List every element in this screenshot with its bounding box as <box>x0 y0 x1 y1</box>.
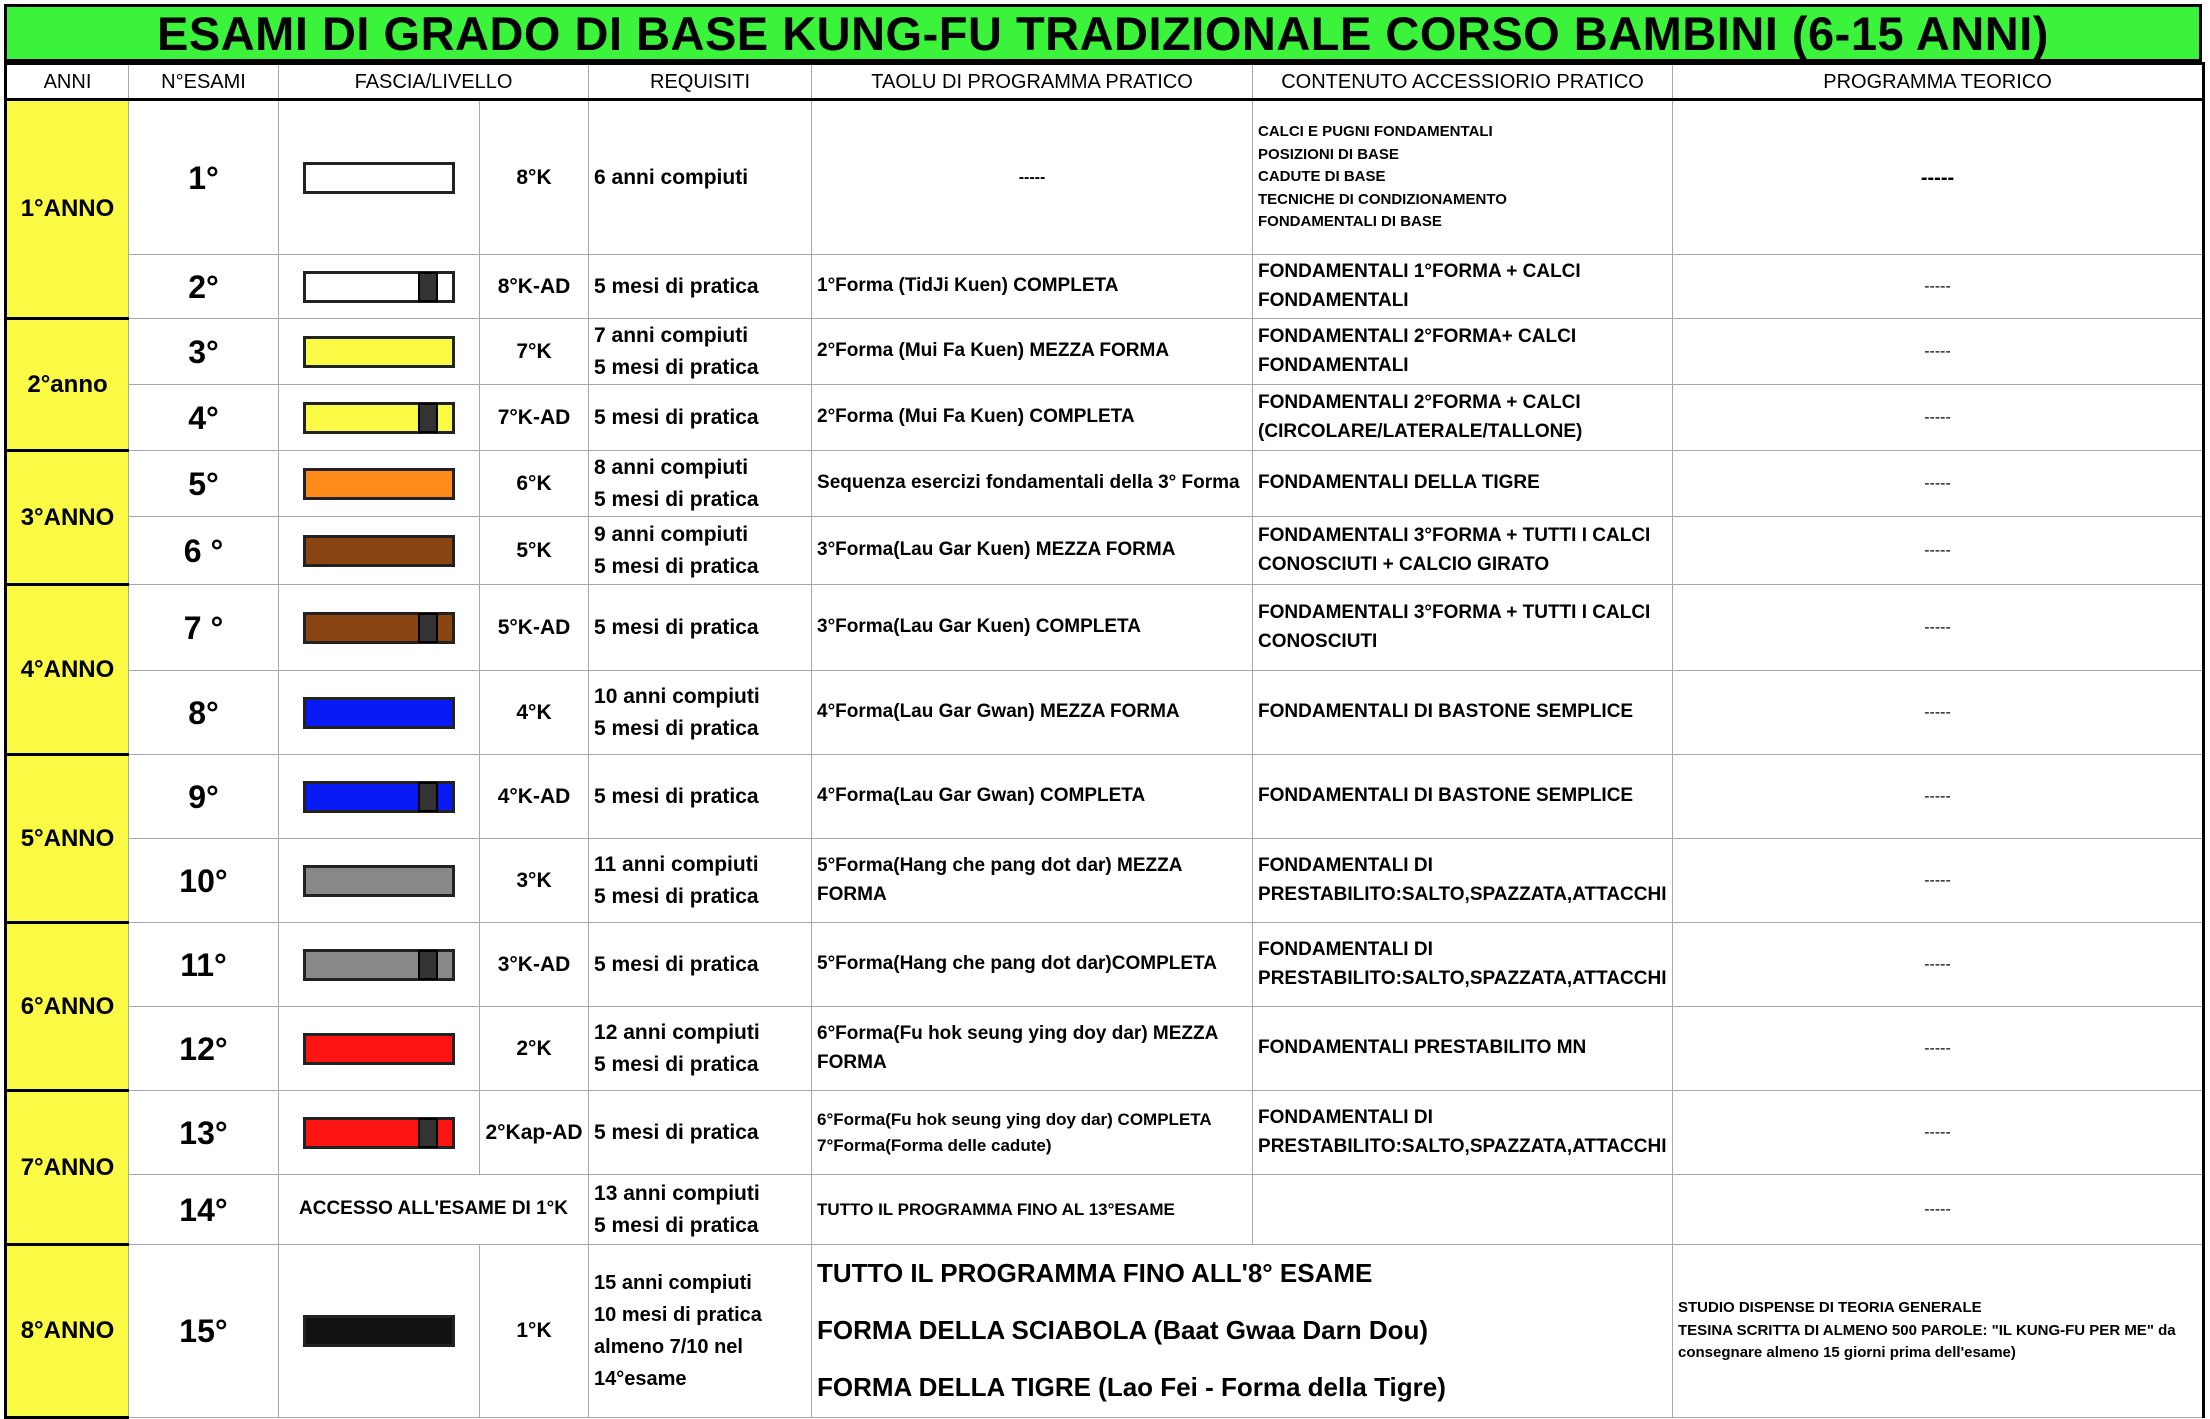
theory-program: ----- <box>1673 839 2204 923</box>
belt-tip-marker <box>418 1118 438 1148</box>
header-teorico: PROGRAMMA TEORICO <box>1673 64 2204 100</box>
taolu-program: 2°Forma (Mui Fa Kuen) COMPLETA <box>812 385 1253 451</box>
requirements: 5 mesi di pratica <box>589 1091 812 1175</box>
belt-level: 2°Kap-AD <box>480 1091 589 1175</box>
table-row <box>6 671 2204 755</box>
belt-swatch <box>303 949 455 981</box>
taolu-program: 4°Forma(Lau Gar Gwan) COMPLETA <box>812 755 1253 839</box>
accessory-content: FONDAMENTALI DI BASTONE SEMPLICE <box>1253 671 1673 755</box>
theory-program: STUDIO DISPENSE DI TEORIA GENERALE TESINA SCRITTA DI ALMENO 500 PAROLE: "IL KUNG-FU PER ME" da consegnare almeno 15 giorni prima dell'esame) <box>1673 1245 2204 1418</box>
table-row <box>6 755 2204 839</box>
accessory-content: CALCI E PUGNI FONDAMENTALI POSIZIONI DI BASE CADUTE DI BASE TECNICHE DI CONDIZIONAMENTO FONDAMENTALI DI BASE <box>1253 100 1673 255</box>
belt-cell <box>279 585 480 671</box>
requirements: 7 anni compiuti 5 mesi di pratica <box>589 319 812 385</box>
accessory-content: FONDAMENTALI PRESTABILITO MN <box>1253 1007 1673 1091</box>
header-contenuto: CONTENUTO ACCESSIORIO PRATICO <box>1253 64 1673 100</box>
year-cell: 2°anno <box>6 319 129 451</box>
requirements: 5 mesi di pratica <box>589 255 812 319</box>
requirements: 9 anni compiuti 5 mesi di pratica <box>589 517 812 585</box>
accessory-content: FONDAMENTALI 3°FORMA + TUTTI I CALCI CONOSCIUTI <box>1253 585 1673 671</box>
requirements: 15 anni compiuti 10 mesi di pratica almeno 7/10 nel 14°esame <box>589 1245 812 1418</box>
belt-cell <box>279 923 480 1007</box>
table-row <box>6 1007 2204 1091</box>
requirements: 11 anni compiuti 5 mesi di pratica <box>589 839 812 923</box>
requirements: 6 anni compiuti <box>589 100 812 255</box>
theory-program: ----- <box>1673 255 2204 319</box>
requirements: 5 mesi di pratica <box>589 755 812 839</box>
header-requisiti: REQUISITI <box>589 64 812 100</box>
exam-number: 5° <box>129 451 279 517</box>
belt-swatch <box>303 1315 455 1347</box>
belt-swatch <box>303 271 455 303</box>
theory-program: ----- <box>1673 385 2204 451</box>
belt-level: 6°K <box>480 451 589 517</box>
exam-number: 8° <box>129 671 279 755</box>
taolu-program: 5°Forma(Hang che pang dot dar) MEZZA FORMA <box>812 839 1253 923</box>
belt-level: 2°K <box>480 1007 589 1091</box>
taolu-program: 1°Forma (TidJi Kuen) COMPLETA <box>812 255 1253 319</box>
belt-level: 8°K <box>480 100 589 255</box>
theory-program: ----- <box>1673 671 2204 755</box>
belt-cell <box>279 319 480 385</box>
belt-swatch <box>303 402 455 434</box>
taolu-program: 3°Forma(Lau Gar Kuen) MEZZA FORMA <box>812 517 1253 585</box>
exam-number: 13° <box>129 1091 279 1175</box>
accessory-content: FONDAMENTALI 3°FORMA + TUTTI I CALCI CONOSCIUTI + CALCIO GIRATO <box>1253 517 1673 585</box>
taolu-program: 2°Forma (Mui Fa Kuen) MEZZA FORMA <box>812 319 1253 385</box>
table-row <box>6 839 2204 923</box>
table-row <box>6 100 2204 255</box>
exam-number: 11° <box>129 923 279 1007</box>
belt-swatch <box>303 336 455 368</box>
exam-number: 4° <box>129 385 279 451</box>
requirements: 5 mesi di pratica <box>589 385 812 451</box>
accessory-content: FONDAMENTALI DI PRESTABILITO:SALTO,SPAZZATA,ATTACCHI <box>1253 839 1673 923</box>
year-cell: 1°ANNO <box>6 100 129 319</box>
table-row <box>6 385 2204 451</box>
requirements: 5 mesi di pratica <box>589 923 812 1007</box>
taolu-program: 6°Forma(Fu hok seung ying doy dar) MEZZA FORMA <box>812 1007 1253 1091</box>
requirements: 12 anni compiuti 5 mesi di pratica <box>589 1007 812 1091</box>
belt-swatch <box>303 1033 455 1065</box>
exam-number: 9° <box>129 755 279 839</box>
header-anni: ANNI <box>6 64 129 100</box>
exam-number: 3° <box>129 319 279 385</box>
belt-cell <box>279 1245 480 1418</box>
exam-table <box>4 62 2205 1419</box>
belt-cell <box>279 1007 480 1091</box>
theory-program: ----- <box>1673 1007 2204 1091</box>
theory-program: ----- <box>1673 585 2204 671</box>
belt-level: 4°K-AD <box>480 755 589 839</box>
belt-cell <box>279 255 480 319</box>
belt-tip-marker <box>418 272 438 302</box>
theory-program: ----- <box>1673 517 2204 585</box>
requirements: 13 anni compiuti 5 mesi di pratica <box>589 1175 812 1245</box>
belt-tip-marker <box>418 950 438 980</box>
year-cell: 8°ANNO <box>6 1245 129 1418</box>
belt-tip-marker <box>418 782 438 812</box>
belt-swatch <box>303 865 455 897</box>
exam-number: 12° <box>129 1007 279 1091</box>
accessory-content: FONDAMENTALI DELLA TIGRE <box>1253 451 1673 517</box>
belt-swatch <box>303 535 455 567</box>
accessory-content: FONDAMENTALI DI PRESTABILITO:SALTO,SPAZZATA,ATTACCHI <box>1253 1091 1673 1175</box>
taolu-program: 3°Forma(Lau Gar Kuen) COMPLETA <box>812 585 1253 671</box>
belt-cell <box>279 671 480 755</box>
year-cell: 5°ANNO <box>6 755 129 923</box>
belt-swatch <box>303 612 455 644</box>
belt-level: 7°K-AD <box>480 385 589 451</box>
taolu-program: 4°Forma(Lau Gar Gwan) MEZZA FORMA <box>812 671 1253 755</box>
accessory-content: FONDAMENTALI 2°FORMA+ CALCI FONDAMENTALI <box>1253 319 1673 385</box>
theory-program: ----- <box>1673 923 2204 1007</box>
belt-cell <box>279 385 480 451</box>
year-cell: 4°ANNO <box>6 585 129 755</box>
belt-swatch <box>303 781 455 813</box>
belt-swatch <box>303 162 455 194</box>
accessory-content: FONDAMENTALI DI PRESTABILITO:SALTO,SPAZZATA,ATTACCHI <box>1253 923 1673 1007</box>
theory-program: ----- <box>1673 451 2204 517</box>
exam-number: 10° <box>129 839 279 923</box>
table-row <box>6 319 2204 385</box>
belt-level: 3°K-AD <box>480 923 589 1007</box>
exam-number: 15° <box>129 1245 279 1418</box>
exam-number: 6 ° <box>129 517 279 585</box>
belt-cell <box>279 755 480 839</box>
header-fascia: FASCIA/LIVELLO <box>279 64 589 100</box>
belt-cell <box>279 1091 480 1175</box>
belt-swatch <box>303 468 455 500</box>
theory-program: ----- <box>1673 755 2204 839</box>
table-row <box>6 923 2204 1007</box>
belt-level: 1°K <box>480 1245 589 1418</box>
theory-program: ----- <box>1673 1091 2204 1175</box>
accessory-content: FONDAMENTALI 1°FORMA + CALCI FONDAMENTALI <box>1253 255 1673 319</box>
requirements: 8 anni compiuti 5 mesi di pratica <box>589 451 812 517</box>
accessory-content <box>1253 1175 1673 1245</box>
exam-number: 7 ° <box>129 585 279 671</box>
taolu-program: ----- <box>812 100 1253 255</box>
belt-swatch <box>303 1117 455 1149</box>
taolu-program: TUTTO IL PROGRAMMA FINO AL 13°ESAME <box>812 1175 1253 1245</box>
header-esami: N°ESAMI <box>129 64 279 100</box>
belt-level: 8°K-AD <box>480 255 589 319</box>
exam-number: 1° <box>129 100 279 255</box>
exam-number: 14° <box>129 1175 279 1245</box>
page-title: ESAMI DI GRADO DI BASE KUNG-FU TRADIZIONALE CORSO BAMBINI (6-15 ANNI) <box>4 4 2202 62</box>
theory-program: ----- <box>1673 100 2204 255</box>
taolu-program: Sequenza esercizi fondamentali della 3° Forma <box>812 451 1253 517</box>
accessory-content: FONDAMENTALI DI BASTONE SEMPLICE <box>1253 755 1673 839</box>
table-row <box>6 585 2204 671</box>
theory-program: ----- <box>1673 1175 2204 1245</box>
table-row <box>6 1175 2204 1245</box>
year-cell: 7°ANNO <box>6 1091 129 1245</box>
belt-cell <box>279 517 480 585</box>
year-cell: 6°ANNO <box>6 923 129 1091</box>
taolu-program: TUTTO IL PROGRAMMA FINO ALL'8° ESAME FORMA DELLA SCIABOLA (Baat Gwaa Darn Dou) FORMA DELLA TIGRE (Lao Fei - Forma della Tigre) <box>812 1245 1673 1418</box>
belt-tip-marker <box>418 613 438 643</box>
year-cell: 3°ANNO <box>6 451 129 585</box>
table-row <box>6 1245 2204 1418</box>
requirements: 10 anni compiuti 5 mesi di pratica <box>589 671 812 755</box>
belt-level: 5°K-AD <box>480 585 589 671</box>
theory-program: ----- <box>1673 319 2204 385</box>
accessory-content: FONDAMENTALI 2°FORMA + CALCI (CIRCOLARE/LATERALE/TALLONE) <box>1253 385 1673 451</box>
belt-cell <box>279 839 480 923</box>
belt-swatch <box>303 697 455 729</box>
table-row <box>6 1091 2204 1175</box>
belt-cell <box>279 100 480 255</box>
taolu-program: 5°Forma(Hang che pang dot dar)COMPLETA <box>812 923 1253 1007</box>
belt-level: 3°K <box>480 839 589 923</box>
belt-cell <box>279 451 480 517</box>
belt-level: 5°K <box>480 517 589 585</box>
header-row <box>6 64 2204 100</box>
exam-access-note: ACCESSO ALL'ESAME DI 1°K <box>279 1175 589 1245</box>
table-row <box>6 255 2204 319</box>
taolu-program: 6°Forma(Fu hok seung ying doy dar) COMPLETA 7°Forma(Forma delle cadute) <box>812 1091 1253 1175</box>
belt-tip-marker <box>418 403 438 433</box>
requirements: 5 mesi di pratica <box>589 585 812 671</box>
exam-number: 2° <box>129 255 279 319</box>
belt-level: 4°K <box>480 671 589 755</box>
header-taolu: TAOLU DI PROGRAMMA PRATICO <box>812 64 1253 100</box>
table-row <box>6 451 2204 517</box>
belt-level: 7°K <box>480 319 589 385</box>
table-row <box>6 517 2204 585</box>
